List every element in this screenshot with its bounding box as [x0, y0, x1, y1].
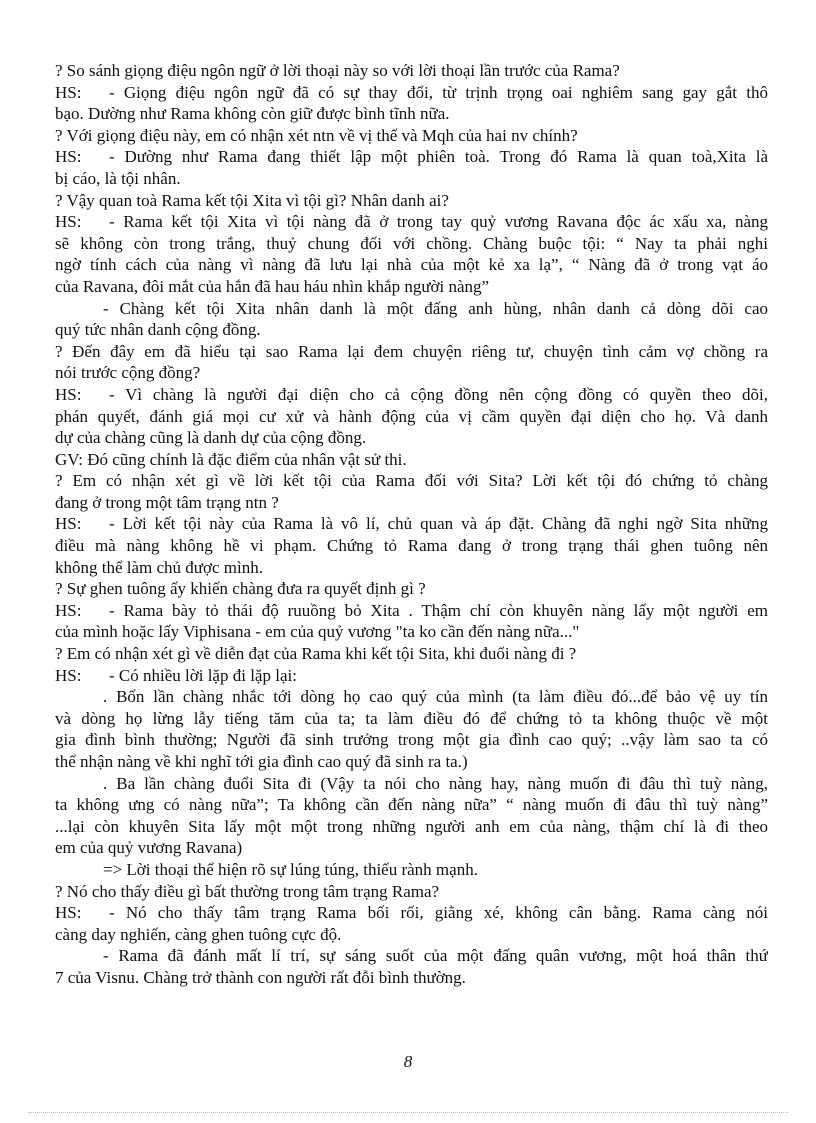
text-line [55, 190, 768, 212]
text-line [55, 600, 768, 622]
line-text: ta không ưng có nàng nữa”; Ta không cần đến nàng nữa” “ nàng muốn đi đâu thì tuỳ nàng” [55, 795, 768, 815]
line-text: - Vì chàng là người đại diện cho cả cộng đồng nên cộng đồng có quyền theo dõi, [109, 384, 768, 404]
text-line [55, 125, 768, 147]
line-text: ? Với giọng điệu này, em có nhận xét ntn về vị thế và Mqh của hai nv chính? [55, 125, 578, 145]
line-text: - Chàng kết tội Xita nhân danh là một đấng anh hùng, nhân danh cả dòng dõi cao [103, 298, 768, 318]
text-line [55, 146, 768, 168]
line-text: ...lại còn khuyên Sita lấy một một trong những người anh em của nàng, thậm chí là đi theo [55, 816, 768, 836]
text-line [55, 773, 768, 795]
line-text: nói trước cộng đồng? [55, 363, 201, 383]
text-line [55, 816, 768, 838]
line-text: điều mà nàng không hề vi phạm. Chứng tỏ Rama đang ở trong trạng thái ghen tuông nên [55, 536, 768, 556]
text-line [55, 708, 768, 730]
text-line [55, 535, 768, 557]
text-line [55, 557, 768, 579]
line-text: phán quyết, đánh giá mọi cư xử và hành động của vị cầm quyền đại diện cho họ. Và danh [55, 406, 768, 426]
line-text: ? Vậy quan toà Rama kết tội Xita vì tội gì? Nhân danh ai? [55, 190, 449, 210]
page-border [28, 1112, 788, 1113]
line-text: dự của chàng cũng là danh dự của cộng đồng. [55, 428, 367, 448]
speaker-label: HS: [55, 384, 82, 404]
text-line [55, 665, 768, 687]
line-text: bạo. Dường như Rama không còn giữ được bình tĩnh nữa. [55, 104, 450, 124]
text-line [55, 427, 768, 449]
line-text: ? So sánh giọng điệu ngôn ngữ ở lời thoại này so với lời thoại lần trước của Rama? [55, 61, 620, 80]
line-text: ? Nó cho thấy điều gì bất thường trong tâm trạng Rama? [55, 881, 440, 901]
line-text: GV: Đó cũng chính là đặc điểm của nhân vật sử thi. [55, 449, 407, 469]
line-text: và dòng họ lừng lẫy tiếng tăm của ta; ta làm điều đó để chứng tỏ ta không thuộc về một [55, 708, 768, 728]
speaker-label: HS: [55, 600, 82, 620]
line-text: thể nhận nàng về khi nghĩ tới gia đình cao quý đã sinh ra ta.) [55, 752, 468, 771]
text-line [55, 60, 768, 82]
text-line [55, 168, 768, 190]
line-text: ? Em có nhận xét gì về diễn đạt của Rama khi kết tội Sita, khi đuổi nàng đi ? [55, 644, 577, 664]
line-text: => Lời thoại thể hiện rõ sự lúng túng, thiếu rành mạnh. [103, 859, 478, 879]
text-line [55, 492, 768, 514]
line-text: . Bốn lần chàng nhắc tới dòng họ cao quý của mình (ta làm điều đó...để bảo vệ uy tín [103, 687, 768, 707]
text-line [55, 924, 768, 946]
line-text: không thể làm chủ được mình. [55, 557, 264, 577]
text-line [55, 621, 768, 643]
speaker-label: HS: [55, 147, 82, 167]
text-line [55, 751, 768, 773]
text-line [55, 298, 768, 320]
text-line [55, 794, 768, 816]
speaker-label: HS: [55, 82, 82, 102]
line-text: - Rama đã đánh mất lí trí, sự sáng suốt của một đấng quân vương, một hoá thân thứ [103, 946, 768, 966]
text-line [55, 729, 768, 751]
speaker-label: HS: [55, 212, 82, 232]
text-line [55, 276, 768, 298]
text-line [55, 362, 768, 384]
text-line [55, 578, 768, 600]
text-line [55, 881, 768, 903]
line-text: đang ở trong một tâm trạng ntn ? [55, 492, 279, 512]
line-text: ? Đến đây em đã hiểu tại sao Rama lại đem chuyện riêng tư, chuyện tình cảm vợ chồng ra [55, 341, 768, 361]
line-text: - Dường như Rama đang thiết lập một phiên toà. Trong đó Rama là quan toà,Xita là [109, 147, 768, 167]
text-line [55, 406, 768, 428]
text-line [55, 319, 768, 341]
text-line [55, 686, 768, 708]
line-text: ? Em có nhận xét gì về lời kết tội của Rama đối với Sita? Lời kết tội đó chứng tỏ chàng [55, 471, 768, 491]
line-text: - Giọng điệu ngôn ngữ đã có sự thay đổi, từ trịnh trọng oai nghiêm sang gay gắt thô [109, 82, 768, 102]
text-line [55, 82, 768, 104]
line-text: - Rama bày tỏ thái độ ruuồng bỏ Xita . Thậm chí còn khuyên nàng lấy một người em [109, 600, 768, 620]
line-text: - Nó cho thấy tâm trạng Rama bối rối, giằng xé, không cân bằng. Rama càng nói [109, 903, 768, 923]
document-body [55, 60, 768, 989]
speaker-label: HS: [55, 514, 82, 534]
line-text: - Lời kết tội này của Rama là vô lí, chủ quan và áp đặt. Chàng đã nghi ngờ Sita những [109, 514, 768, 534]
line-text: . Ba lần chàng đuổi Sita đi (Vậy ta nói cho nàng hay, nàng muốn đi đâu thì tuỳ nàng, [103, 773, 768, 793]
speaker-label: HS: [55, 903, 82, 923]
text-line [55, 902, 768, 924]
line-text: - Rama kết tội Xita vì tội nàng đã ở trong tay quỷ vương Ravana độc ác xấu xa, nàng [109, 212, 768, 232]
text-line [55, 945, 768, 967]
line-text: càng day nghiến, càng ghen tuông cực độ. [55, 924, 342, 944]
line-text: - Có nhiều lời lặp đi lặp lại: [109, 665, 297, 685]
line-text: 7 của Visnu. Chàng trở thành con người rất đỗi bình thường. [55, 967, 466, 987]
text-line [55, 254, 768, 276]
page-number: 8 [403, 1052, 413, 1071]
text-line [55, 449, 768, 471]
text-line [55, 384, 768, 406]
line-text: ngờ tính cách của nàng vì nàng đã lưu lại nhà của một kẻ xa lạ”, “ Nàng đã ở trong vạt áo [55, 255, 768, 275]
text-line [55, 103, 768, 125]
text-line [55, 837, 768, 859]
text-line [55, 211, 768, 233]
line-text: em của quỷ vương Ravana) [55, 838, 243, 858]
text-line [55, 513, 768, 535]
line-text: ? Sự ghen tuông ấy khiến chàng đưa ra quyết định gì ? [55, 579, 426, 599]
text-line [55, 643, 768, 665]
line-text: quý tức nhân danh cộng đồng. [55, 320, 261, 340]
speaker-label: HS: [55, 665, 82, 685]
line-text: bị cáo, là tội nhân. [55, 168, 181, 188]
line-text: gia đình bình thường; Người đã sinh trưởng trong một gia đình cao quý; ..vậy làm sao ta có [55, 730, 768, 750]
text-line [55, 470, 768, 492]
line-text: sẽ không còn trong trắng, thuỷ chung đối với chồng. Chàng buộc tội: “ Nay ta phải nghi [55, 233, 768, 253]
line-text: của mình hoặc lấy Viphisana - em của quỷ vương "ta ko cần đến nàng nữa..." [55, 622, 580, 642]
text-line [55, 233, 768, 255]
text-line [55, 341, 768, 363]
text-line [55, 859, 768, 881]
line-text: của Ravana, đôi mắt của hắn đã hau háu nhìn khắp người nàng” [55, 276, 490, 296]
text-line [55, 967, 768, 989]
